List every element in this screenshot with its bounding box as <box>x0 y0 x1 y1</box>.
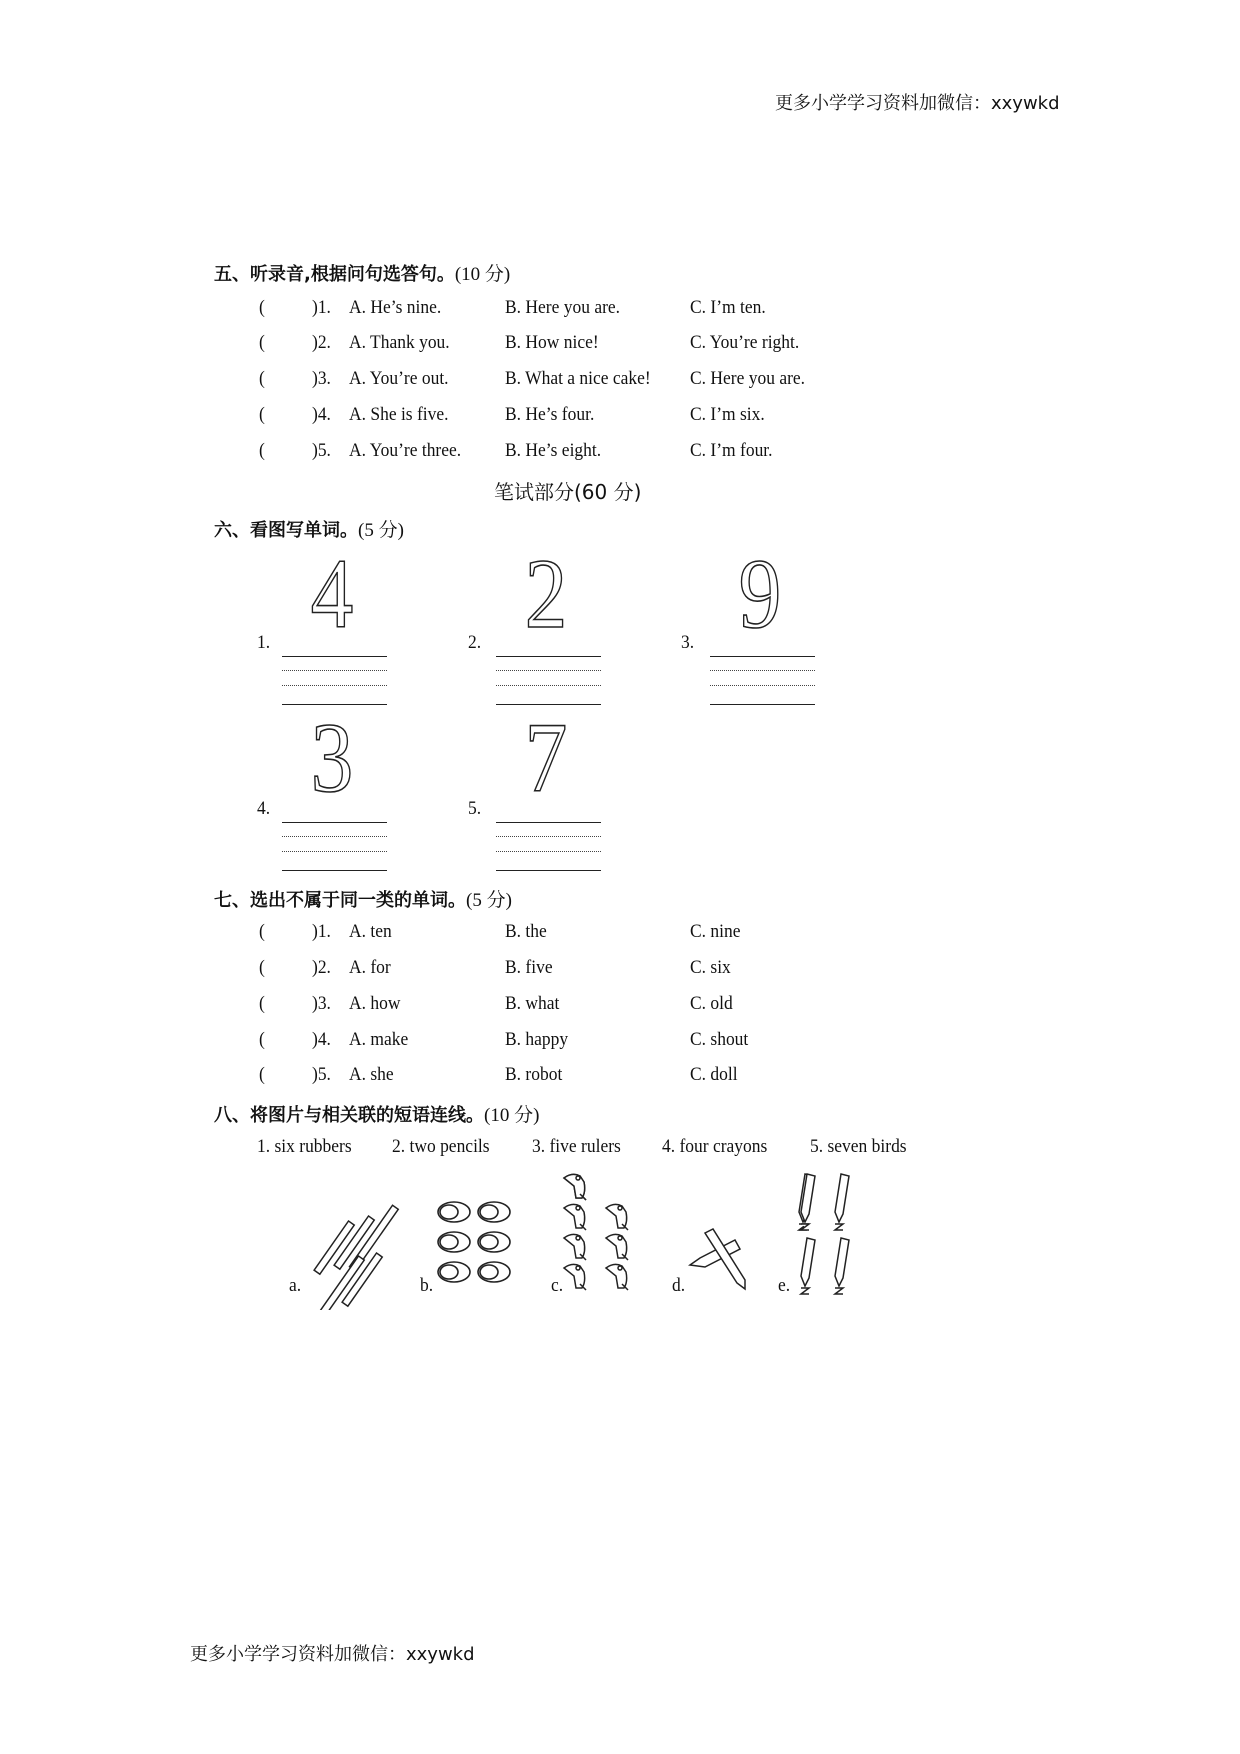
watermark-top: 更多小学学习资料加微信：xxywkd <box>775 93 1060 114</box>
option-c: C. nine <box>690 921 741 942</box>
birds-icon <box>562 1172 652 1302</box>
writing-line[interactable] <box>282 851 387 852</box>
picture-label-c: c. <box>551 1275 564 1296</box>
picture-label-d: d. <box>672 1275 686 1296</box>
question-number: )5. <box>312 440 331 461</box>
number-picture: 3 <box>310 702 354 813</box>
item-label: 1. <box>257 632 271 653</box>
answer-blank[interactable]: ( <box>259 957 265 978</box>
option-c: C. six <box>690 957 731 978</box>
answer-blank[interactable]: ( <box>259 297 265 318</box>
picture-label-e: e. <box>778 1275 791 1296</box>
question-number: )1. <box>312 297 331 318</box>
answer-blank[interactable]: ( <box>259 440 265 461</box>
section8-title: 八、将图片与相关联的短语连线。 <box>214 1105 484 1126</box>
writing-line[interactable] <box>282 836 387 837</box>
rulers-icon <box>300 1200 400 1310</box>
section8-heading <box>214 1100 539 1127</box>
writing-line[interactable] <box>496 656 601 657</box>
answer-blank[interactable]: ( <box>259 921 265 942</box>
option-b: B. What a nice cake! <box>505 368 651 389</box>
option-c: C. old <box>690 993 733 1014</box>
writing-line[interactable] <box>282 656 387 657</box>
option-b: B. He’s eight. <box>505 440 602 461</box>
option-a: A. He’s nine. <box>349 297 442 318</box>
writing-line[interactable] <box>496 670 601 671</box>
option-b: B. the <box>505 921 547 942</box>
option-b: B. Here you are. <box>505 297 621 318</box>
option-c: C. I’m six. <box>690 404 765 425</box>
option-b: B. robot <box>505 1064 563 1085</box>
option-b: B. what <box>505 993 560 1014</box>
answer-blank[interactable]: ( <box>259 1064 265 1085</box>
writing-line[interactable] <box>282 685 387 686</box>
writing-line[interactable] <box>496 870 601 871</box>
writing-line[interactable] <box>282 870 387 871</box>
section6-title: 六、看图写单词。 <box>214 520 358 541</box>
rubbers-icon <box>436 1200 516 1290</box>
crayons-icon <box>795 1172 865 1302</box>
section7-points: (5 分) <box>466 890 512 911</box>
number-picture: 7 <box>524 702 568 813</box>
written-part-title: 笔试部分(60 分) <box>494 480 642 504</box>
option-c: C. I’m ten. <box>690 297 766 318</box>
answer-blank[interactable]: ( <box>259 1029 265 1050</box>
question-number: )4. <box>312 1029 331 1050</box>
number-picture: 4 <box>310 538 354 649</box>
answer-blank[interactable]: ( <box>259 993 265 1014</box>
phrase-2: 2. two pencils <box>392 1136 490 1157</box>
section6-heading <box>214 515 404 542</box>
option-c: C. Here you are. <box>690 368 806 389</box>
section5-heading <box>214 259 510 286</box>
option-b: B. happy <box>505 1029 569 1050</box>
option-a: A. ten <box>349 921 392 942</box>
item-label: 3. <box>681 632 695 653</box>
answer-blank[interactable]: ( <box>259 368 265 389</box>
writing-line[interactable] <box>282 670 387 671</box>
question-number: )2. <box>312 957 331 978</box>
item-label: 5. <box>468 798 482 819</box>
section7-title: 七、选出不属于同一类的单词。 <box>214 890 466 911</box>
writing-line[interactable] <box>496 851 601 852</box>
option-b: B. He’s four. <box>505 404 595 425</box>
watermark-bottom: 更多小学学习资料加微信：xxywkd <box>190 1644 475 1665</box>
question-number: )5. <box>312 1064 331 1085</box>
writing-line[interactable] <box>496 685 601 686</box>
writing-line[interactable] <box>710 685 815 686</box>
option-a: A. You’re out. <box>349 368 449 389</box>
option-b: B. five <box>505 957 553 978</box>
writing-line[interactable] <box>496 822 601 823</box>
option-a: A. You’re three. <box>349 440 462 461</box>
picture-label-a: a. <box>289 1275 302 1296</box>
writing-line[interactable] <box>710 656 815 657</box>
section6-points: (5 分) <box>358 520 404 541</box>
item-label: 4. <box>257 798 271 819</box>
question-number: )1. <box>312 921 331 942</box>
option-c: C. I’m four. <box>690 440 773 461</box>
writing-line[interactable] <box>710 704 815 705</box>
option-b: B. How nice! <box>505 332 599 353</box>
option-c: C. doll <box>690 1064 738 1085</box>
option-a: A. she <box>349 1064 394 1085</box>
question-number: )3. <box>312 368 331 389</box>
item-label: 2. <box>468 632 482 653</box>
option-c: C. shout <box>690 1029 749 1050</box>
picture-label-b: b. <box>420 1275 434 1296</box>
section5-points: (10 分) <box>454 264 511 285</box>
option-a: A. She is five. <box>349 404 449 425</box>
section8-points: (10 分) <box>484 1105 540 1126</box>
writing-line[interactable] <box>710 670 815 671</box>
section7-heading <box>214 885 512 912</box>
answer-blank[interactable]: ( <box>259 404 265 425</box>
phrase-3: 3. five rulers <box>532 1136 621 1157</box>
question-number: )3. <box>312 993 331 1014</box>
option-a: A. make <box>349 1029 409 1050</box>
pencils-icon <box>685 1225 755 1295</box>
phrase-5: 5. seven birds <box>810 1136 907 1157</box>
option-a: A. how <box>349 993 401 1014</box>
writing-line[interactable] <box>496 836 601 837</box>
section5-title: 五、听录音,根据问句选答句。 <box>214 264 455 285</box>
phrase-1: 1. six rubbers <box>257 1136 352 1157</box>
option-a: A. Thank you. <box>349 332 450 353</box>
number-picture: 2 <box>524 538 568 649</box>
writing-line[interactable] <box>282 822 387 823</box>
option-a: A. for <box>349 957 391 978</box>
answer-blank[interactable]: ( <box>259 332 265 353</box>
option-c: C. You’re right. <box>690 332 800 353</box>
phrase-4: 4. four crayons <box>662 1136 768 1157</box>
question-number: )2. <box>312 332 331 353</box>
question-number: )4. <box>312 404 331 425</box>
number-picture: 9 <box>738 538 782 649</box>
